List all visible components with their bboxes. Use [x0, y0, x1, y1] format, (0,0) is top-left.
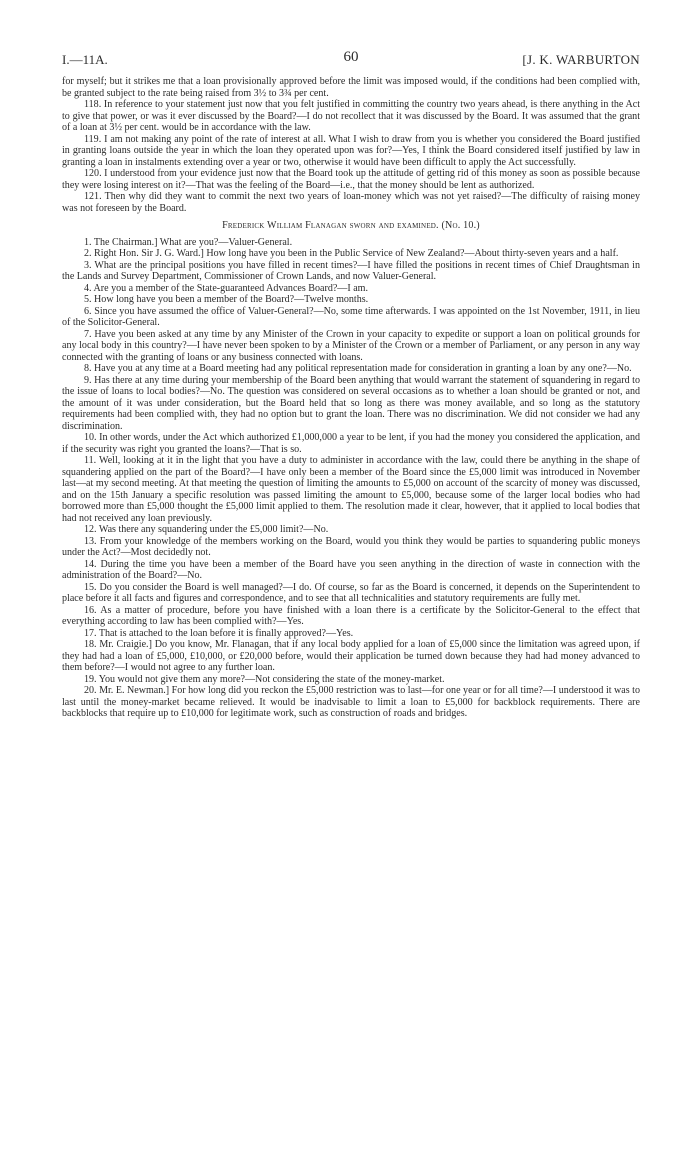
- document-body: [62, 76, 640, 720]
- paragraph: 8. Have you at any time at a Board meeting had any political representation made for consideration in granting a loan by any one?—No.: [84, 363, 632, 374]
- paragraph: 118. In reference to your statement just now that you felt justified in committing the country two years ahead, is there anything in the Act to give that power, or was it ever discussed by the Board?—I do not recollect that it was discussed by the Board. It was assumed that the grant of a loan at 3½ per cent. would be in accordance with the law.: [62, 99, 640, 133]
- paper-reference: I.—11A.: [62, 52, 108, 67]
- paragraph: 9. Has there at any time during your membership of the Board been anything that would warrant the statement of squandering in regard to the issue of loans to local bodies?—No. The question was considered on several occasions as to whether a loan should be granted or not, and the amount of it was under consideration, but the Board held that so long as there was money available, and so long as the statutory requirements had been complied with, they had no option but to grant the loan. There was no discrimination. We did not consider we had any discrimination.: [62, 374, 640, 432]
- paragraph: 120. I understood from your evidence just now that the Board took up the attitude of getting rid of this money as soon as possible because they were losing interest on it?—That was the feeling of the Board—i.e., that the money should be lent as authorized.: [62, 168, 640, 191]
- page-number: 60: [343, 49, 359, 65]
- paragraph: 17. That is attached to the loan before it is finally approved?—Yes.: [84, 627, 354, 639]
- paragraph: 11. Well, looking at it in the light that you have a duty to administer in accordance with the law, could there be anything in the shape of squandering applied on the part of the Board?—I have only been a member of the Board since the £5,000 limit was introduced in November last—at my second meeting. At that meeting the question of limiting the amounts to £5,000 on account of the scarcity of money was discussed, and on the 15th January a specific resolution was passed limiting the amount to £5,000, because some of the larger local bodies who had borrowed more than £5,000 thought the £5,000 limit applied to them. The resolution made it clear, however, that it applied to local bodies that had not received any loan previously.: [62, 455, 640, 524]
- paragraph: 12. Was there any squandering under the £5,000 limit?—No.: [84, 524, 329, 535]
- paragraph: 14. During the time you have been a member of the Board have you seen anything in the direction of waste in connection with the administration of the Board?—No.: [62, 558, 640, 581]
- witness-name: [J. K. WARBURTON: [522, 52, 640, 67]
- paragraph: 119. I am not making any point of the rate of interest at all. What I wish to draw from you is whether you considered the Board justified in granting loans outside the year in which the loan they operated upon was for?—Yes, I think the Board considered itself justified by law in granting a loan in instalments extending over a year or two, otherwise it would have been difficult to apply the Act successfully.: [62, 133, 640, 168]
- paragraph: 20. Mr. E. Newman.] For how long did you reckon the £5,000 restriction was to last—for one year or for all time?—I understood it was to last until the money-market became relieved. It would be inadvisable to limit a loan to £5,000 for backblock requirements. There are backblocks that require up to £10,000 for legitimate work, such as construction of roads and bridges.: [62, 685, 640, 719]
- paragraph: for myself; but it strikes me that a loan provisionally approved before the limit was imposed would, if the conditions had been complied with, be granted subject to the rate being raised from 3½ to 3¾ per cent.: [62, 76, 640, 99]
- paragraph: 19. You would not give them any more?—Not considering the state of the money-market.: [84, 673, 445, 685]
- paragraph: 2. Right Hon. Sir J. G. Ward.] How long have you been in the Public Service of New Zealand?—About thirty-seven years and a half.: [84, 248, 619, 259]
- paragraph: 16. As a matter of procedure, before you have finished with a loan there is a certificate by the Solicitor-General to the effect that everything according to law has been complied with?—Yes.: [62, 604, 640, 627]
- paragraph: 121. Then why did they want to commit the next two years of loan-money which was not yet raised?—The difficulty of raising money was not foreseen by the Board.: [62, 191, 640, 214]
- paragraph: 5. How long have you been a member of the Board?—Twelve months.: [84, 294, 369, 305]
- section-heading: Frederick William Flanagan sworn and examined. (No. 10.): [222, 220, 480, 231]
- paragraph: 18. Mr. Craigie.] Do you know, Mr. Flanagan, that if any local body applied for a loan of £5,000 since the limitation was agreed upon, if they had had a loan of £5,000, £10,000, or £20,000 before, would their application be turned down because they had had money advanced to them before?—I would not agree to any further loan.: [62, 639, 640, 673]
- paragraph: 10. In other words, under the Act which authorized £1,000,000 a year to be lent, if you had the money you considered the application, and if the security was right you granted the loans?—That is so.: [62, 432, 640, 455]
- paragraph: 3. What are the principal positions you have filled in recent times?—I have filled the positions in recent times of Chief Draughtsman in the Lands and Survey Department, Commissioner of Crown Lands, and now Valuer-General.: [62, 259, 640, 282]
- paragraph: 4. Are you a member of the State-guaranteed Advances Board?—I am.: [84, 282, 369, 294]
- paragraph: 13. From your knowledge of the members working on the Board, would you think they would be parties to squandering public moneys under the Act?—Most decidedly not.: [62, 535, 640, 558]
- paragraph: 6. Since you have assumed the office of Valuer-General?—No, some time afterwards. I was appointed on the 1st November, 1911, in lieu of the Solicitor-General.: [62, 305, 640, 328]
- paragraph: 15. Do you consider the Board is well managed?—I do. Of course, so far as the Board is concerned, it depends on the Superintendent to place before it all facts and figures and correspondence, and to see that all technicalities and statutory requirements are fully met.: [62, 581, 640, 604]
- paragraph: 1. The Chairman.] What are you?—Valuer-General.: [84, 236, 293, 248]
- paragraph: 7. Have you been asked at any time by any Minister of the Crown in your capacity to expedite or support a loan on political grounds for any local body in this country?—I have never been spoken to by a Minister of the Crown or a member of Parliament, or any person in any way connected with the granting of loans or any business connected with loans.: [62, 328, 640, 363]
- page-header: [62, 49, 640, 74]
